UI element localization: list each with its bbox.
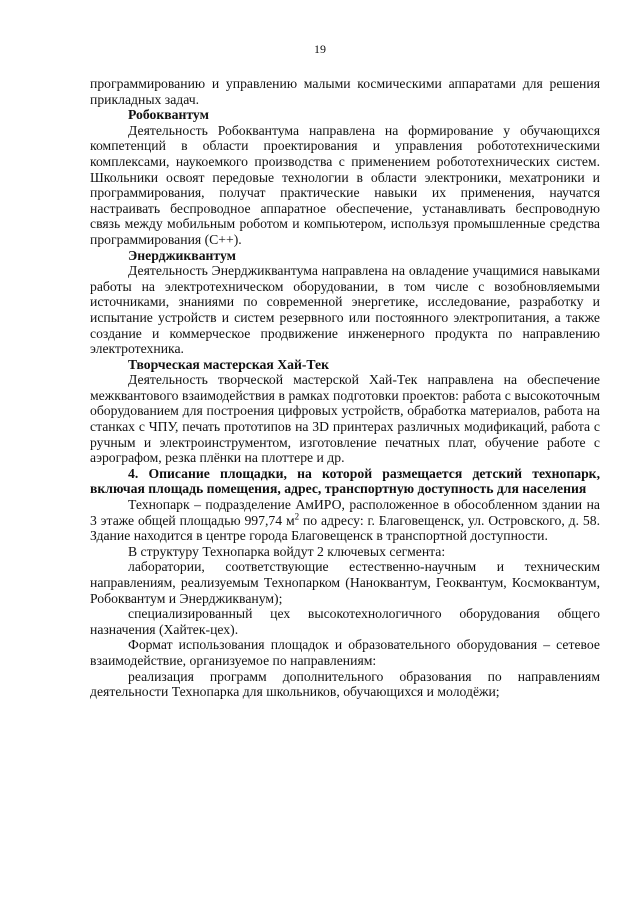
workshop-list-item: специализированный цех высокотехнологичного оборудования общего назначения (Хайтек-цех). — [90, 606, 600, 637]
section4-location-paragraph — [90, 497, 600, 544]
page-number: 19 — [314, 42, 326, 56]
location-text-start: Технопарк – подразделение АмИРО, расположенное в обособленном здании на 3 этаже общей площадью 997,74 м — [90, 497, 600, 528]
location-text-end: по адресу: г. Благовещенск, ул. Островского, д. 58. Здание находится в центре города Благовещенск в транспортной доступности. — [90, 512, 600, 544]
programs-list-item: реализация программ дополнительного образования по направлениям деятельности Технопарка для школьников, обучающихся и молодёжи; — [90, 668, 600, 700]
structure-paragraph: В структуру Технопарка войдут 2 ключевых сегмента: — [128, 543, 446, 559]
intro-tail-paragraph: программированию и управлению малыми космическими аппаратами для решения прикладных задач. — [90, 76, 600, 107]
hitech-paragraph: Деятельность творческой мастерской Хай-Тек направлена на обеспечение межквантового взаимодействия в рамках подготовки проектов: работа с высокоточным оборудованием для построения цифровых устройств, обработка материалов, работа на станках с ЧПУ, печать прототипов на 3D принтерах различных модификаций, работа с ручным и электроинструментом, изготовление печатных плат, обучение работе с аэрографом, резка плёнки на плоттере и др. — [90, 372, 600, 466]
section4-heading: 4. Описание площадки, на которой размещается детский технопарк, включая площадь помещения, адрес, транспортную доступность для населения — [90, 465, 600, 497]
document-body — [90, 76, 600, 700]
energy-heading: Энерджиквантум — [128, 247, 236, 263]
hitech-heading: Творческая мастерская Хай-Тек — [128, 356, 329, 372]
format-paragraph: Формат использования площадок и образовательного оборудования – сетевое взаимодействие, организуемое по направлениям: — [90, 637, 600, 668]
robo-paragraph: Деятельность Робоквантума направлена на формирование у обучающихся компетенций в области проектирования и управления робототехническими комплексами, наукоемкого производства с применением робототехнических систем. Школьники освоят передовые технологии в области электроники, мехатроники и программирования, получат практические навыки их применения, научатся настраивать беспроводное аппаратное обеспечение, устанавливать беспроводную связь между мобильным роботом и компьютером, используя промышленные средства программирования (С++). — [90, 122, 600, 247]
energy-paragraph: Деятельность Энерджиквантума направлена на овладение учащимися навыками работы на электротехническом оборудовании, в том числе с возобновляемыми источниками, знаниями по современной энергетике, исследование, разработку и испытание устройств и систем резервного или постоянного электропитания, а также создание и коммерческое продвижение инженерного продукта по направлению электротехника. — [90, 263, 600, 357]
labs-list-item: лаборатории, соответствующие естественно-научным и техническим направлениям, реализуемым Технопарком (Наноквантум, Геоквантум, Космоквантум, Робоквантум и Энерджикванум); — [90, 559, 600, 606]
robo-heading: Робоквантум — [128, 107, 209, 123]
area-unit-superscript: 2 — [294, 511, 300, 522]
